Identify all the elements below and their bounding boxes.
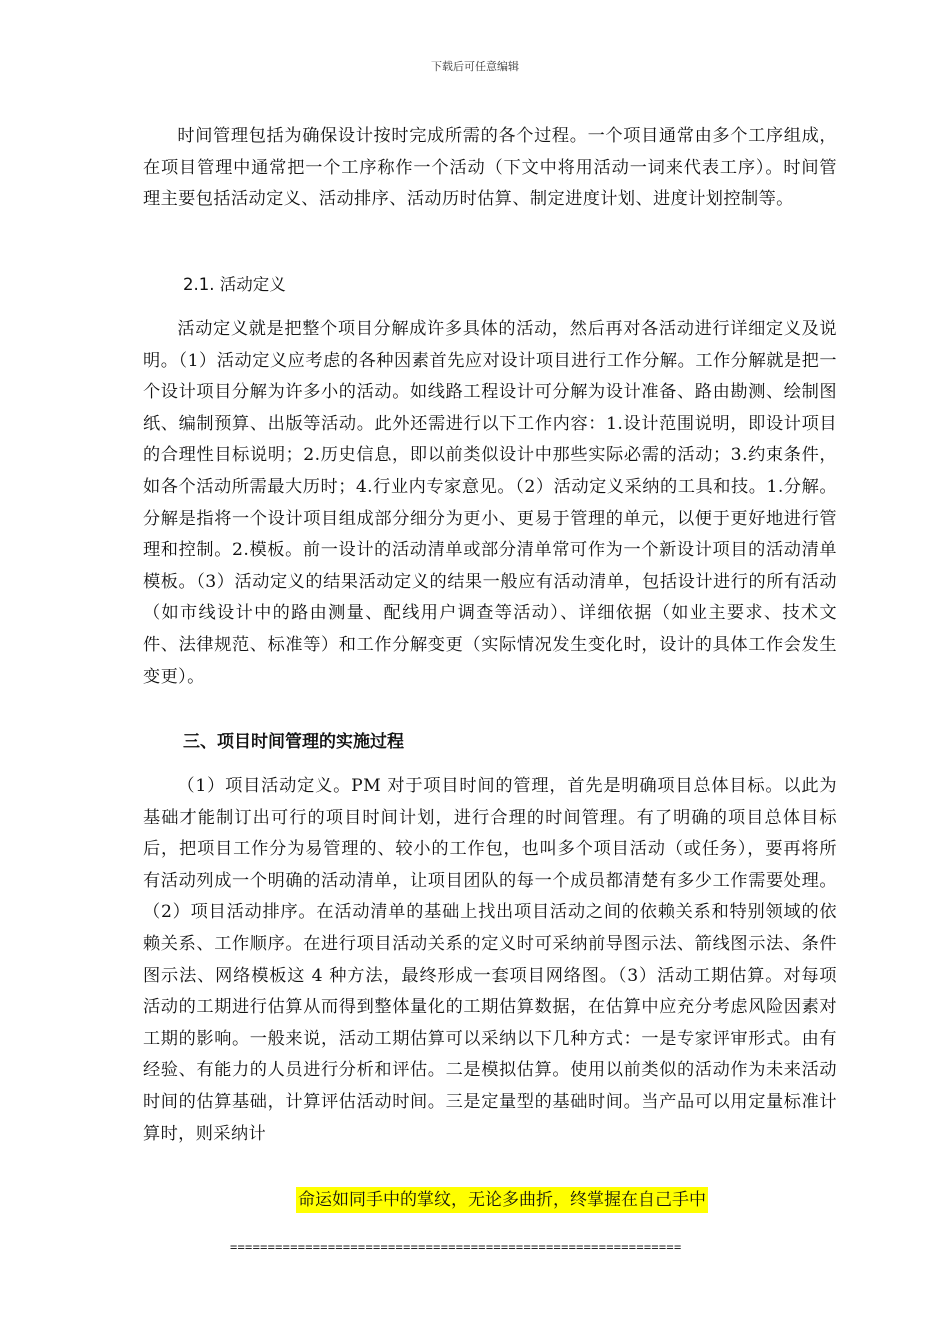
section-heading-2-1: 2.1. 活动定义 [183,275,286,294]
divider-line: ============================================================ [230,1240,682,1254]
implementation-paragraph: （1）项目活动定义。PM 对于项目时间的管理，首先是明确项目总体目标。以此为基础才能制订出可行的项目时间计划，进行合理的时间管理。有了明确的项目总体目标后，把项目工作分为易管理的、较小的工作包，也叫多个项目活动（或任务），要再将所有活动列成一个明确的活动清单，让项目团队的每一个成员都清楚有多少工作需要处理。（2）项目活动排序。在活动清单的基础上找出项目活动之间的依赖关系和特别领域的依赖关系、工作顺序。在进行项目活动关系的定义时可采纳前导图示法、箭线图示法、条件图示法、网络模板这 4 种方法，最终形成一套项目网络图。（3）活动工期估算。对每项活动的工期进行估算从而得到整体量化的工期估算数据，在估算中应充分考虑风险因素对工期的影响。一般来说，活动工期估算可以采纳以下几种方式：一是专家评审形式。由有经验、有能力的人员进行分析和评估。二是模拟估算。使用以前类似的活动作为未来活动时间的估算基础，计算评估活动时间。三是定量型的基础时间。当产品可以用定量标准计算时，则采纳计 [143,776,837,1144]
intro-paragraph: 时间管理包括为确保设计按时完成所需的各个过程。一个项目通常由多个工序组成，在项目管理中通常把一个工序称作一个活动（下文中将用活动一词来代表工序）。时间管理主要包括活动定义、活动排序、活动历时估算、制定进度计划、进度计划控制等。 [143,126,837,210]
section-heading-3: 三、项目时间管理的实施过程 [183,732,404,752]
highlighted-motto: 命运如同手中的掌纹，无论多曲折，终掌握在自己手中 [296,1187,708,1213]
activity-definition-paragraph: 活动定义就是把整个项目分解成许多具体的活动，然后再对各活动进行详细定义及说明。（1）活动定义应考虑的各种因素首先应对设计项目进行工作分解。工作分解就是把一个设计项目分解为许多小的活动。如线路工程设计可分解为设计准备、路由勘测、绘制图纸、编制预算、出版等活动。此外还需进行以下工作内容：1.设计范围说明，即设计项目的合理性目标说明；2.历史信息，即以前类似设计中那些实际必需的活动；3.约束条件，如各个活动所需最大历时；4.行业内专家意见。（2）活动定义采纳的工具和技。1.分解。分解是指将一个设计项目组成部分细分为更小、更易于管理的单元，以便于更好地进行管理和控制。2.模板。前一设计的活动清单或部分清单常可作为一个新设计项目的活动清单模板。（3）活动定义的结果活动定义的结果一般应有活动清单，包括设计进行的所有活动（如市线设计中的路由测量、配线用户调查等活动）、详细依据（如业主要求、技术文件、法律规范、标准等）和工作分解变更（实际情况发生变化时，设计的具体工作会发生变更）。 [143,319,837,687]
page-header: 下载后可任意编辑 [431,60,519,73]
